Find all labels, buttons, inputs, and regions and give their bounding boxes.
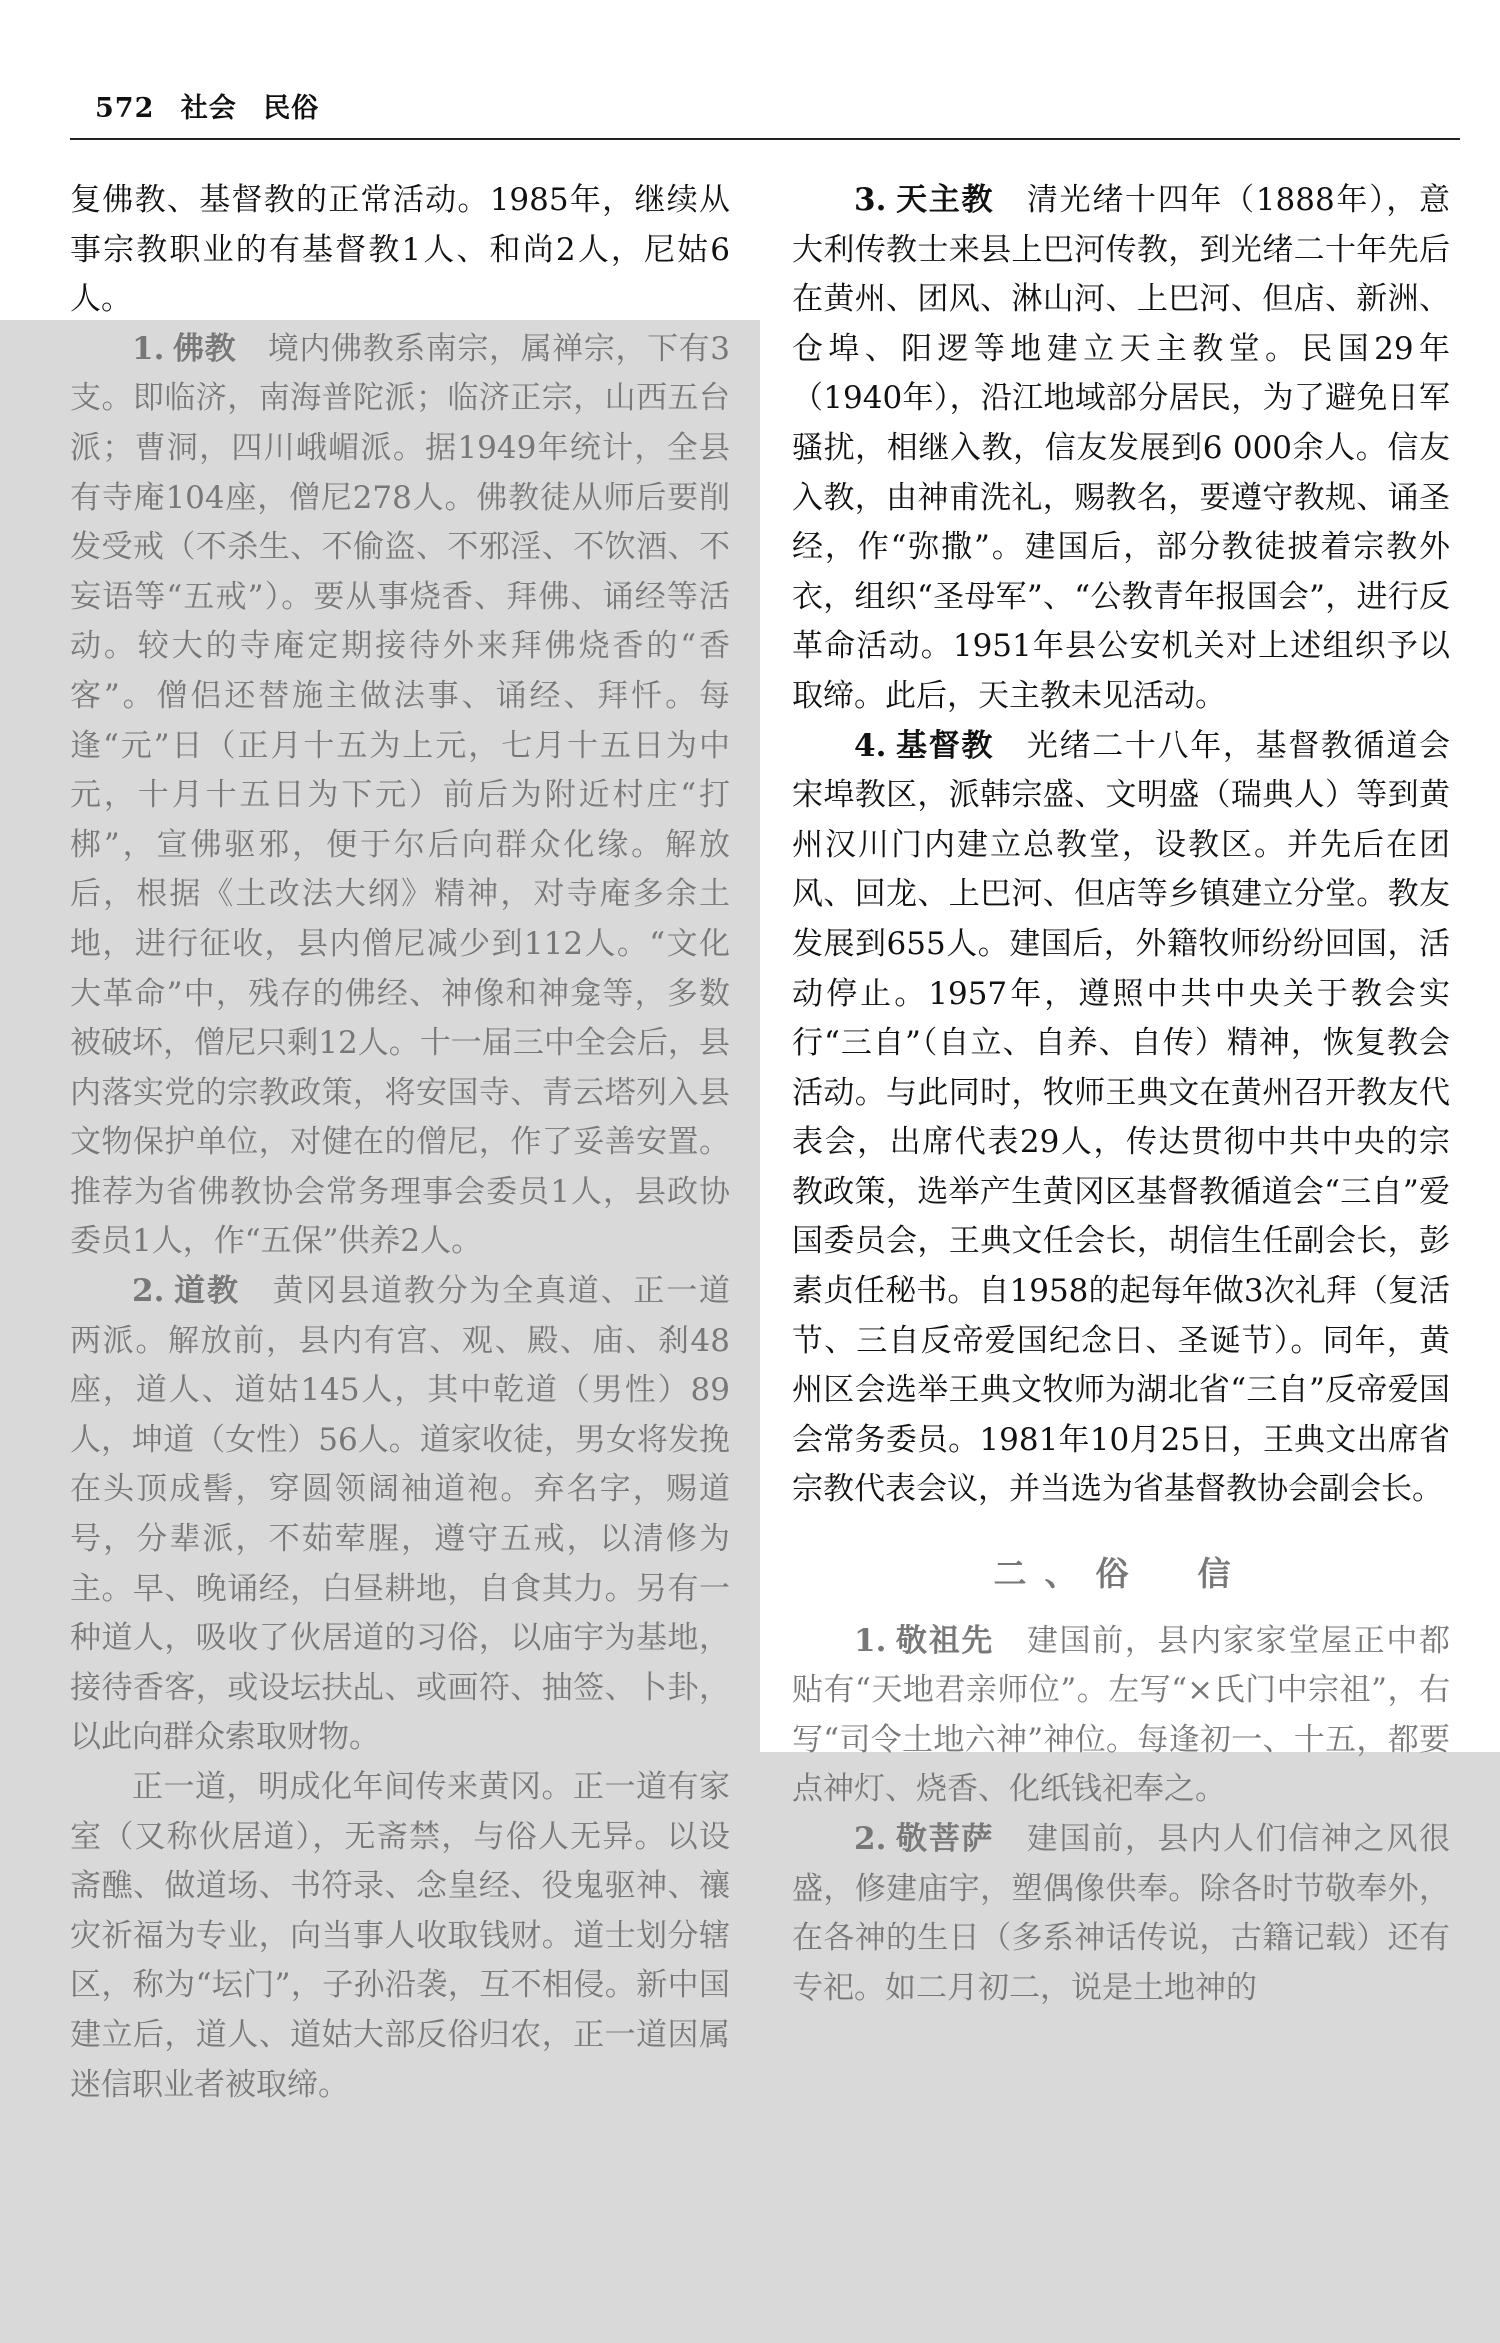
item-title: 敬菩萨 bbox=[894, 1821, 995, 1857]
left-column bbox=[70, 176, 730, 2110]
paragraph-ancestors bbox=[792, 1617, 1450, 1815]
paragraph-taoism bbox=[70, 1267, 730, 1763]
paragraph-buddhism bbox=[70, 325, 730, 1267]
item-number: 3. bbox=[854, 182, 887, 218]
item-number: 1. bbox=[132, 330, 165, 367]
paragraph-zhengyi: 正一道，明成化年间传来黄冈。正一道有家室（又称伙居道），无斋禁，与俗人无异。以设斋醮、做道场、书符录、念皇经、役鬼驱神、禳灾祈福为专业，向当事人收取钱财。道士划分辖区，称为“坛门”，子孙沿袭，互不相侵。新中国建立后，道人、道姑大部反俗归农，正一道因属迷信职业者被取缔。 bbox=[70, 1769, 730, 2103]
item-title: 道教 bbox=[172, 1273, 240, 1310]
item-text: 境内佛教系南宗，属禅宗，下有3支。即临济，南海普陀派；临济正宗，山西五台派；曹洞，四川峨嵋派。据1949年统计，全县有寺庵104座，僧尼278人。佛教徒从师后要削发受戒（不杀生、不偷盗、不邪淫、不饮酒、不妄语等“五戒”）。要从事烧香、拜佛、诵经等活动。较大的寺庵定期接待外来拜佛烧香的“香客”。僧侣还替施主做法事、诵经、拜忏。每逢“元”日（正月十五为上元，七月十五日为中元，十月十五日为下元）前后为附近村庄“打梆”，宣佛驱邪，便于尔后向群众化缘。解放后，根据《土改法大纲》精神，对寺庵多余土地，进行征收，县内僧尼减少到112人。“文化大革命”中，残存的佛经、神像和神龛等，多数被破坏，僧尼只剩12人。十一届三中全会后，县内落实党的宗教政策，将安国寺、青云塔列入县文物保护单位，对健在的僧尼，作了妥善安置。推荐为省佛教协会常务理事会委员1人，县政协委员1人，作“五保”供养2人。 bbox=[70, 330, 731, 1260]
item-number: 2. bbox=[132, 1273, 165, 1310]
paragraph-bodhisattva bbox=[792, 1815, 1450, 2013]
item-text: 清光绪十四年（1888年），意大利传教士来县上巴河传教，到光绪二十年先后在黄州、团风、淋山河、上巴河、但店、新洲、仓埠、阳逻等地建立天主教堂。民国29年（1940年），沿江地域部分居民，为了避免日军骚扰，相继入教，信友发展到6 000余人。信友入教，由神甫洗礼，赐教名，要遵守教规、诵圣经，作“弥撒”。建国后，部分教徒披着宗教外衣，组织“圣母军”、“公教青年报国会”，进行反革命活动。1951年县公安机关对上述组织予以取缔。此后，天主教未见活动。 bbox=[792, 182, 1450, 714]
paragraph-continued: 复佛教、基督教的正常活动。1985年，继续从事宗教职业的有基督教1人、和尚2人，尼姑6人。 bbox=[70, 182, 731, 318]
item-number: 4. bbox=[854, 727, 887, 764]
item-title: 基督教 bbox=[894, 727, 995, 764]
item-title: 佛教 bbox=[172, 330, 237, 367]
section-heading: 二、俗 信 bbox=[993, 1554, 1249, 1594]
item-number: 2. bbox=[854, 1821, 887, 1857]
paragraph-catholicism bbox=[792, 176, 1450, 722]
paragraph-christianity bbox=[792, 722, 1450, 1516]
running-header bbox=[95, 86, 335, 125]
header-subsection: 民俗 bbox=[263, 93, 320, 124]
header-rule bbox=[70, 138, 1460, 140]
item-text: 光绪二十八年，基督教循道会宋埠教区，派韩宗盛、文明盛（瑞典人）等到黄州汉川门内建立总教堂，设教区。并先后在团风、回龙、上巴河、但店等乡镇建立分堂。教友发展到655人。建国后，外籍牧师纷纷回国，活动停止。1957年，遵照中共中央关于教会实行“三自”（自立、自养、自传）精神，恢复教会活动。与此同时，牧师王典文在黄州召开教友代表会，出席代表29人，传达贯彻中共中央的宗教政策，选举产生黄冈区基督教循道会“三自”爱国委员会，王典文任会长，胡信生任副会长，彭素贞任秘书。自1958的起每年做3次礼拜（复活节、三自反帝爱国纪念日、圣诞节）。同年，黄州区会选举王典文牧师为湖北省“三自”反帝爱国会常务委员。1981年10月25日，王典文出席省宗教代表会议，并当选为省基督教协会副会长。 bbox=[792, 727, 1451, 1508]
right-column bbox=[792, 176, 1450, 2013]
item-title: 敬祖先 bbox=[894, 1622, 995, 1659]
page-number: 572 bbox=[95, 93, 155, 124]
header-section: 社会 bbox=[180, 93, 237, 124]
item-title: 天主教 bbox=[894, 182, 995, 218]
item-text: 建国前，县内家家堂屋正中都贴有“天地君亲师位”。左写“×氏门中宗祖”，右写“司令土地六神”神位。每逢初一、十五，都要点神灯、烧香、化纸钱祀奉之。 bbox=[792, 1622, 1451, 1808]
item-number: 1. bbox=[854, 1622, 887, 1659]
item-text: 黄冈县道教分为全真道、正一道两派。解放前，县内有宫、观、殿、庙、刹48座，道人、道姑145人，其中乾道（男性）89人，坤道（女性）56人。道家收徒，男女将发挽在头顶成髻，穿圆领阔袖道袍。弃名字，赐道号，分辈派，不茹荤腥，遵守五戒，以清修为主。早、晚诵经，白昼耕地，自食其力。另有一种道人，吸收了伙居道的习俗，以庙宇为基地，接待香客，或设坛扶乩、或画符、抽签、卜卦，以此向群众索取财物。 bbox=[70, 1273, 731, 1756]
item-text: 建国前，县内人们信神之风很盛，修建庙宇，塑偶像供奉。除各时节敬奉外，在各神的生日（多系神话传说，古籍记载）还有专祀。如二月初二，说是土地神的 bbox=[792, 1821, 1451, 2006]
